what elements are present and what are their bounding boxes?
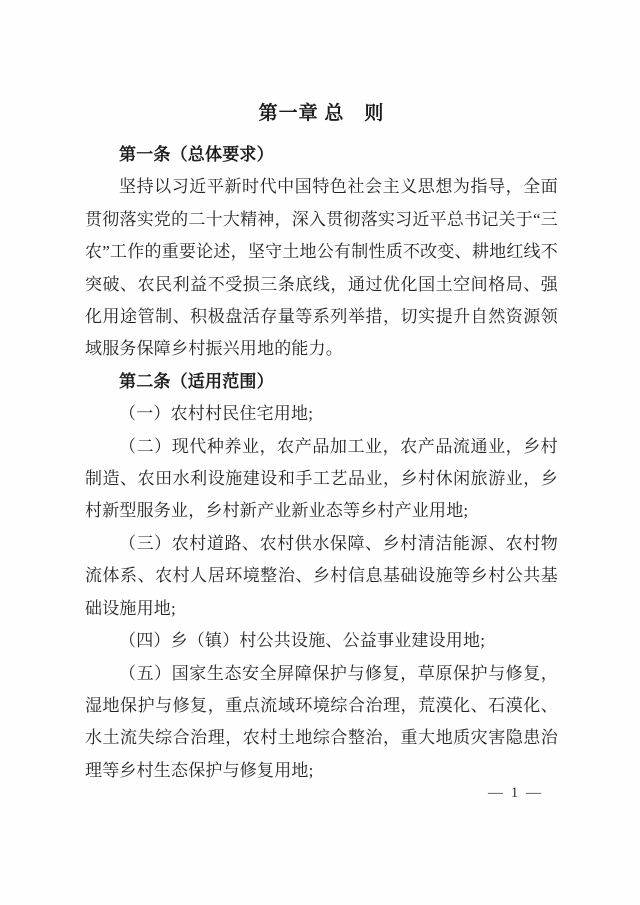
article-2-heading: 第二条（适用范围） (119, 371, 274, 391)
page-number: — 1 — (488, 785, 543, 801)
scope-item-1: （一）农村村民住宅用地; (119, 404, 314, 424)
article-1-body: 坚持以习近平新时代中国特色社会主义思想为指导，全面贯彻落实党的二十大精神，深入贯彻落实习近平总书记关于“三农”工作的重要论述，坚守土地公有制性质不改变、耕地红线不突破、农民利益不受损三条底线，通过优化国土空间格局、强化用途管制、积极盘活存量等系列举措，切实提升自然资源领域服务保障乡村振兴用地的能力。 (85, 177, 558, 359)
document-content (85, 97, 558, 787)
scope-item-3: （三）农村道路、农村供水保障、乡村清洁能源、农村物流体系、农村人居环境整治、乡村信息基础设施等乡村公共基础设施用地; (85, 533, 558, 618)
chapter-title: 第一章 总 则 (258, 103, 385, 124)
scope-item-4: （四）乡（镇）村公共设施、公益事业建设用地; (119, 631, 486, 651)
scope-item-5: （五）国家生态安全屏障保护与修复，草原保护与修复，湿地保护与修复，重点流域环境综合治理，荒漠化、石漠化、水土流失综合治理，农村土地综合整治，重大地质灾害隐患治理等乡村生态保护与修复用地; (85, 663, 558, 780)
article-1-heading: 第一条（总体要求） (119, 145, 274, 164)
scope-item-2: （二）现代种养业，农产品加工业，农产品流通业，乡村制造、农田水利设施建设和手工艺品业，乡村休闲旅游业，乡村新型服务业，乡村新产业新业态等乡村产业用地; (85, 436, 558, 521)
